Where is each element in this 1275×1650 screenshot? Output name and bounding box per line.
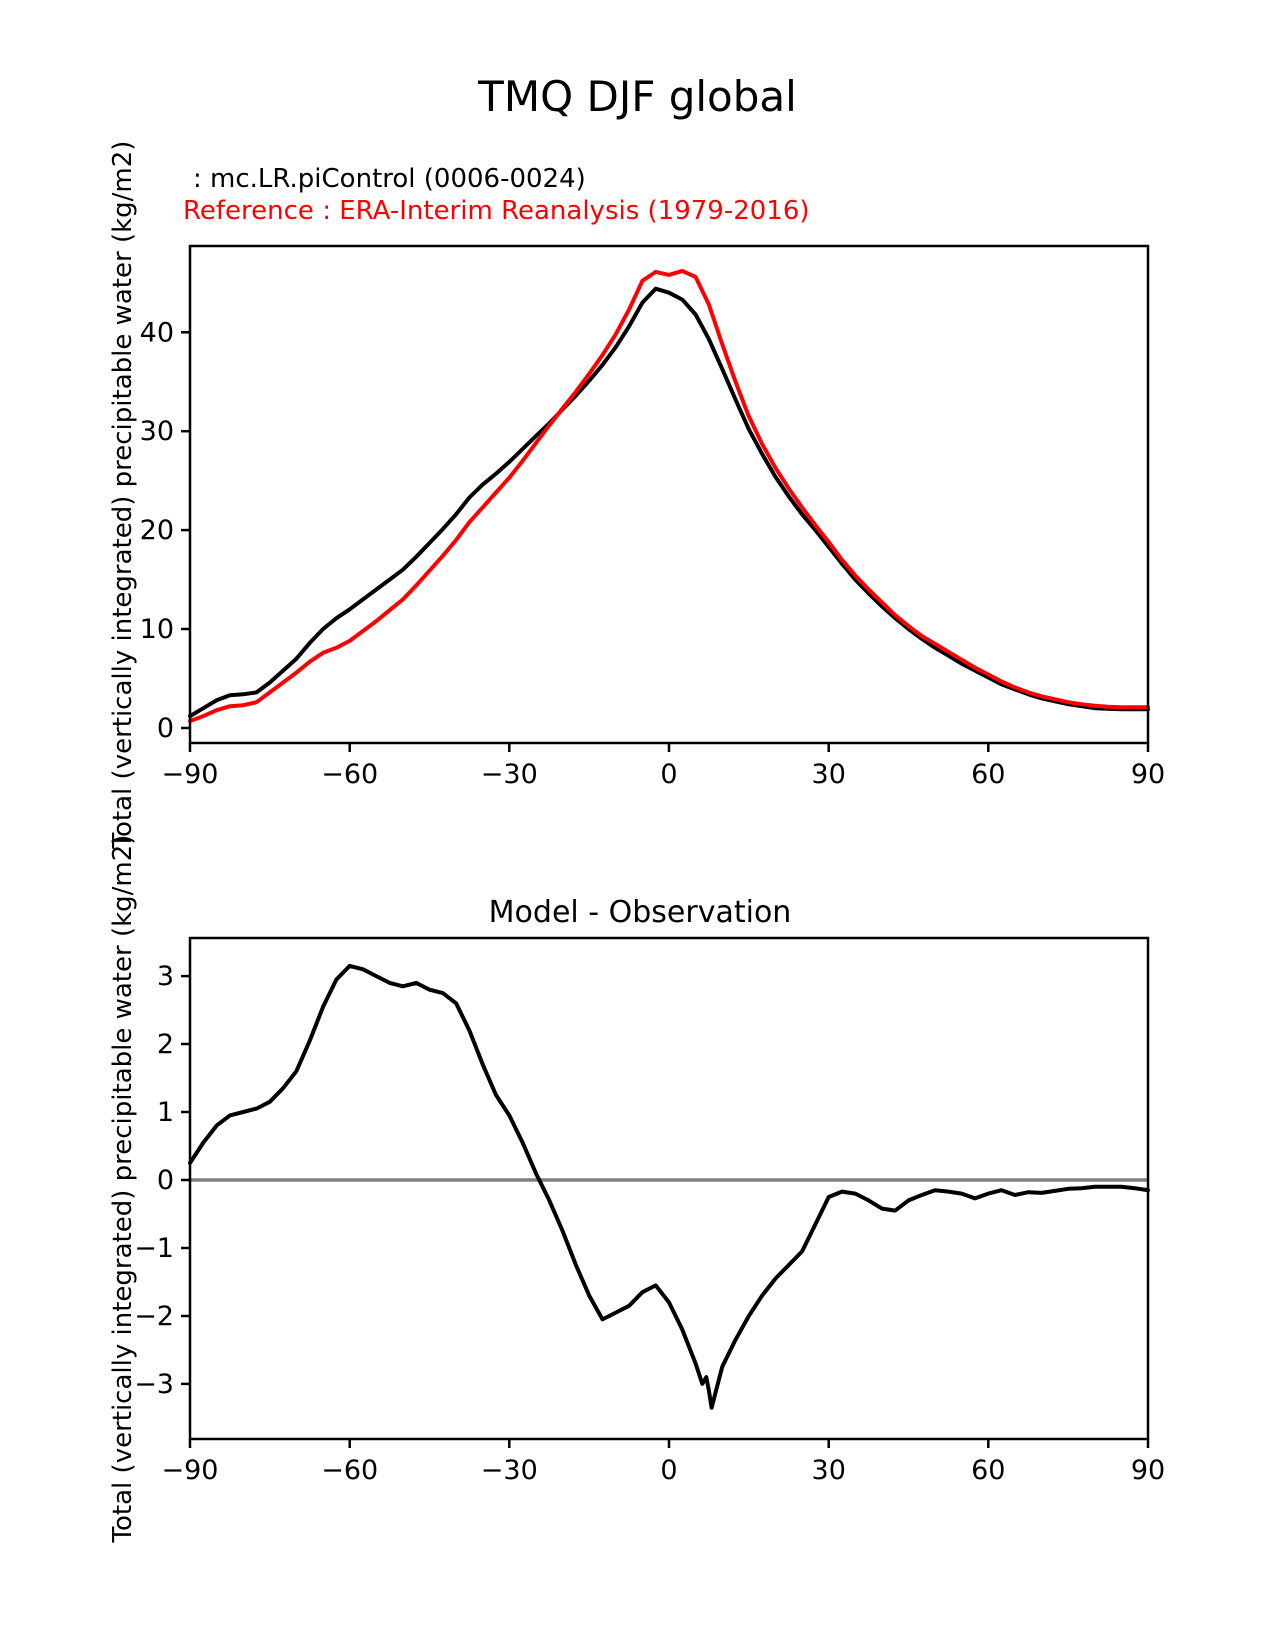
legend-reference-label: Reference : ERA-Interim Reanalysis (1979-2016) bbox=[183, 196, 810, 226]
difference-line bbox=[190, 966, 1148, 1408]
x-tick-label: 30 bbox=[811, 759, 846, 790]
y-tick-label: 30 bbox=[139, 416, 174, 448]
y-tick-label: 10 bbox=[139, 614, 174, 645]
axes-frame bbox=[190, 938, 1148, 1439]
y-tick-label: 0 bbox=[156, 1165, 174, 1196]
y-axis-label: Total (vertically integrated) precipitable water (kg/m2) bbox=[108, 834, 138, 1543]
x-tick-label: 30 bbox=[811, 1455, 846, 1486]
x-tick-label: 60 bbox=[971, 759, 1006, 790]
y-axis-label: Total (vertically integrated) precipitable water (kg/m2) bbox=[108, 140, 138, 849]
y-tick-label: −2 bbox=[134, 1301, 174, 1332]
y-tick-label: −3 bbox=[134, 1368, 174, 1400]
x-tick-label: −90 bbox=[161, 759, 219, 790]
y-tick-label: 2 bbox=[156, 1029, 174, 1060]
x-tick-label: −60 bbox=[321, 1455, 379, 1486]
x-tick-label: −30 bbox=[480, 759, 538, 790]
x-tick-label: 90 bbox=[1130, 1455, 1166, 1486]
y-tick-label: 0 bbox=[156, 713, 174, 744]
subplot-title: Model - Observation bbox=[488, 895, 792, 930]
x-tick-label: 60 bbox=[971, 1455, 1006, 1486]
x-tick-label: 0 bbox=[660, 1455, 678, 1486]
x-tick-label: 0 bbox=[660, 759, 678, 790]
figure-title: TMQ DJF global bbox=[478, 72, 797, 121]
x-tick-label: 90 bbox=[1130, 759, 1166, 790]
x-tick-label: −90 bbox=[161, 1455, 219, 1486]
y-tick-label: 3 bbox=[156, 961, 174, 993]
y-tick-label: 40 bbox=[139, 317, 174, 349]
x-tick-label: −30 bbox=[480, 1455, 538, 1486]
y-tick-label: −1 bbox=[134, 1233, 174, 1264]
x-tick-label: −60 bbox=[321, 759, 379, 790]
legend-model-label: : mc.LR.piControl (0006-0024) bbox=[193, 164, 586, 194]
y-tick-label: 20 bbox=[139, 515, 174, 547]
y-tick-label: 1 bbox=[156, 1097, 174, 1128]
